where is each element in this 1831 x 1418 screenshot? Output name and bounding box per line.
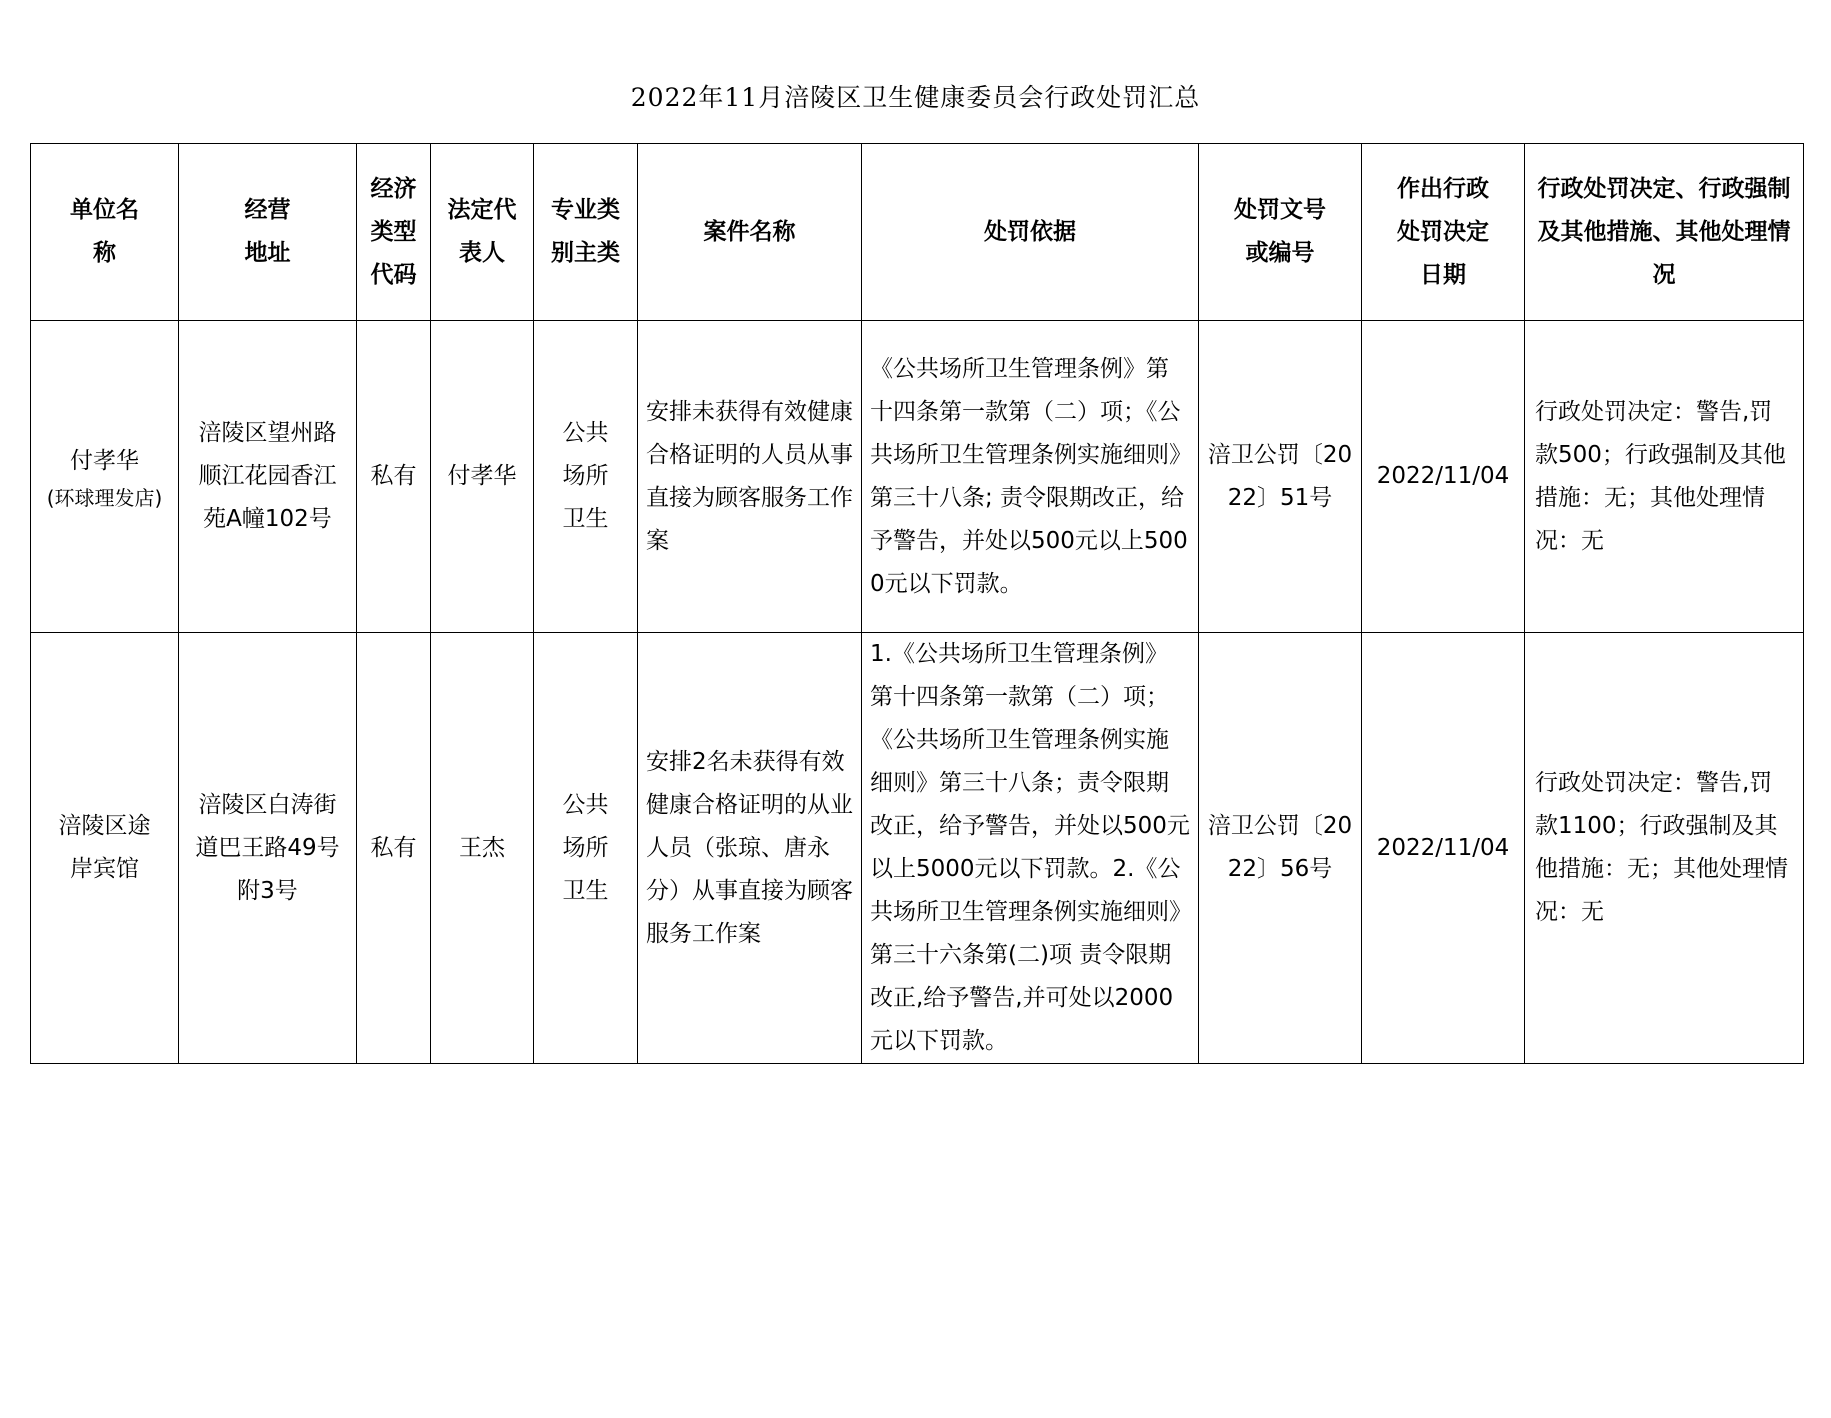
penalty-table [30, 143, 1804, 1064]
cell-econ-type: 私有 [357, 321, 431, 633]
cell-address: 涪陵区望州路顺江花园香江苑A幢102号 [179, 321, 357, 633]
cell-basis: 1.《公共场所卫生管理条例》第十四条第一款第（二）项；《公共场所卫生管理条例实施细则》第三十八条；责令限期改正，给予警告，并处以500元以上5000元以下罚款。2.《公共场所卫生管理条例实施细则》第三十六条第(二)项 责令限期改正,给予警告,并可处以2000元以下罚款。 [862, 633, 1199, 1064]
header-case-name: 案件名称 [638, 144, 862, 321]
header-legal-rep: 法定代表人 [431, 144, 534, 321]
header-econ-type: 经济类型代码 [357, 144, 431, 321]
page-title: 2022年11月涪陵区卫生健康委员会行政处罚汇总 [630, 83, 1201, 112]
header-basis: 处罚依据 [862, 144, 1199, 321]
cell-address: 涪陵区白涛街道巴王路49号附3号 [179, 633, 357, 1064]
cell-result: 行政处罚决定：警告,罚款500；行政强制及其他措施：无；其他处理情况：无 [1525, 321, 1804, 633]
cell-case-name: 安排未获得有效健康合格证明的人员从事直接为顾客服务工作案 [638, 321, 862, 633]
unit-name: 涪陵区途岸宾馆 [58, 813, 151, 882]
table-row [31, 321, 1804, 633]
cell-basis: 《公共场所卫生管理条例》第十四条第一款第（二）项；《公共场所卫生管理条例实施细则》第三十八条; 责令限期改正，给予警告，并处以500元以上5000元以下罚款。 [862, 321, 1199, 633]
cell-date: 2022/11/04 [1362, 321, 1525, 633]
header-unit: 单位名称 [31, 144, 179, 321]
cell-unit [31, 633, 179, 1064]
cell-legal-rep: 付孝华 [431, 321, 534, 633]
cell-doc-no: 涪卫公罚〔2022〕56号 [1199, 633, 1362, 1064]
cell-case-name: 安排2名未获得有效健康合格证明的从业人员（张琼、唐永分）从事直接为顾客服务工作案 [638, 633, 862, 1064]
cell-category: 公共场所卫生 [534, 321, 638, 633]
table-header-row [31, 144, 1804, 321]
cell-legal-rep: 王杰 [431, 633, 534, 1064]
cell-category: 公共场所卫生 [534, 633, 638, 1064]
cell-econ-type: 私有 [357, 633, 431, 1064]
table-row [31, 633, 1804, 1064]
header-address: 经营地址 [179, 144, 357, 321]
cell-unit [31, 321, 179, 633]
cell-date: 2022/11/04 [1362, 633, 1525, 1064]
cell-result: 行政处罚决定：警告,罚款1100；行政强制及其他措施：无；其他处理情况：无 [1525, 633, 1804, 1064]
header-date: 作出行政处罚决定日期 [1362, 144, 1525, 321]
header-category: 专业类别主类 [534, 144, 638, 321]
header-result: 行政处罚决定、行政强制及其他措施、其他处理情况 [1525, 144, 1804, 321]
unit-note: (环球理发店) [46, 486, 163, 510]
header-doc-no: 处罚文号或编号 [1199, 144, 1362, 321]
unit-name: 付孝华 [70, 448, 139, 474]
cell-doc-no: 涪卫公罚〔2022〕51号 [1199, 321, 1362, 633]
